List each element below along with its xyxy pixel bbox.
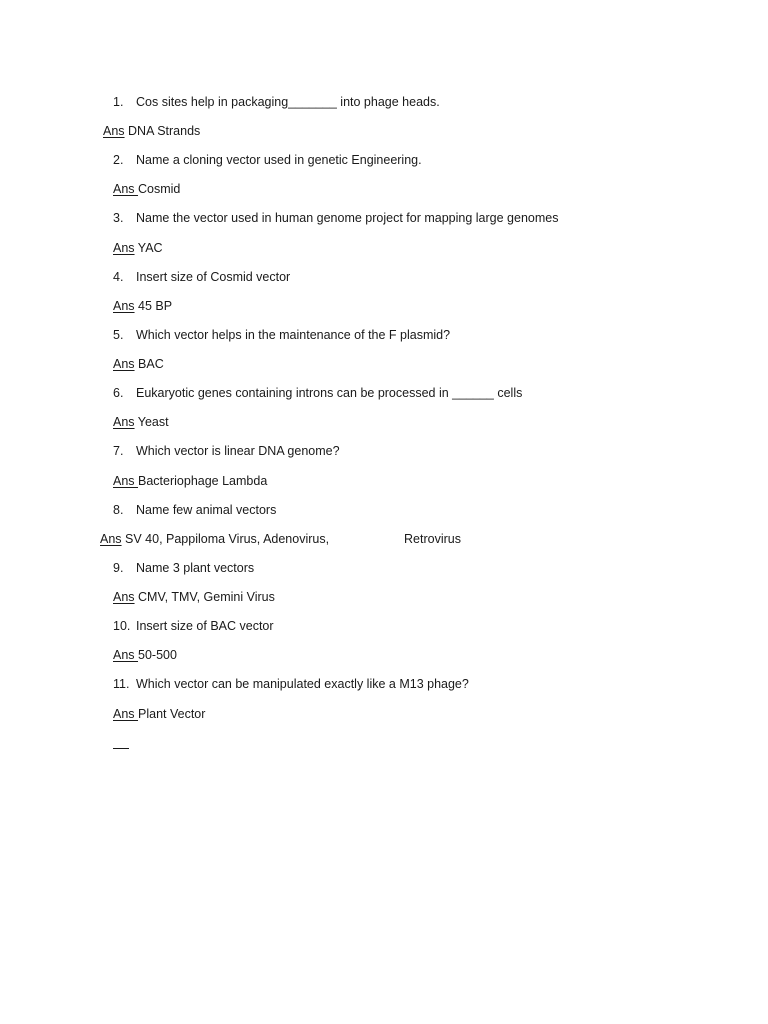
answer-8-extra	[404, 531, 461, 547]
question-number: 6.	[113, 386, 124, 400]
question-text: Cos sites help in packaging_______ into phage heads.	[136, 95, 440, 109]
answer-text: Plant Vector	[138, 707, 206, 721]
answer-text-extra: Retrovirus	[404, 532, 461, 546]
question-number: 9.	[113, 561, 124, 575]
answer-label: Ans	[100, 532, 122, 546]
question-text: Name few animal vectors	[136, 503, 277, 517]
question-text: Insert size of BAC vector	[136, 619, 274, 633]
answer-label: Ans	[113, 182, 139, 196]
answer-1	[103, 123, 200, 139]
answer-text: Bacteriophage Lambda	[138, 474, 268, 488]
answer-6	[113, 414, 169, 430]
question-number: 4.	[113, 270, 124, 284]
answer-text: 50-500	[138, 648, 177, 662]
answer-text: YAC	[134, 241, 163, 255]
answer-text: DNA Strands	[124, 124, 201, 138]
answer-text: BAC	[134, 357, 164, 371]
answer-4	[113, 298, 172, 314]
answer-label: Ans	[103, 124, 125, 138]
answer-2	[113, 181, 180, 197]
answer-label: Ans	[113, 590, 135, 604]
answer-label: Ans	[113, 241, 135, 255]
question-text: Which vector is linear DNA genome?	[136, 444, 340, 458]
question-text: Name 3 plant vectors	[136, 561, 255, 575]
answer-label: Ans	[113, 299, 135, 313]
answer-3	[113, 240, 163, 256]
question-text: Which vector can be manipulated exactly like a M13 phage?	[136, 677, 469, 691]
answer-label: Ans	[113, 707, 139, 721]
question-number: 8.	[113, 503, 124, 517]
answer-9	[113, 589, 275, 605]
answer-label: Ans	[113, 648, 139, 662]
question-number: 7.	[113, 444, 124, 458]
answer-11	[113, 706, 205, 722]
question-number: 10.	[113, 619, 131, 633]
question-text: Eukaryotic genes containing introns can be processed in ______ cells	[136, 386, 523, 400]
answer-10	[113, 647, 177, 663]
question-number: 3.	[113, 211, 124, 225]
question-text: Insert size of Cosmid vector	[136, 270, 291, 284]
answer-label: Ans	[113, 357, 135, 371]
answer-label: Ans	[113, 415, 135, 429]
answer-7	[113, 473, 267, 489]
answer-text: Cosmid	[138, 182, 181, 196]
question-number: 1.	[113, 95, 124, 109]
answer-5	[113, 356, 164, 372]
answer-text: CMV, TMV, Gemini Virus	[134, 590, 275, 604]
question-number: 5.	[113, 328, 124, 342]
trailing-underline-mark	[113, 748, 129, 749]
answer-text: SV 40, Pappiloma Virus, Adenovirus,	[121, 532, 330, 546]
answer-8	[100, 531, 329, 547]
answer-text: 45 BP	[134, 299, 173, 313]
question-text: Name a cloning vector used in genetic Engineering.	[136, 153, 422, 167]
answer-label: Ans	[113, 474, 139, 488]
question-text: Name the vector used in human genome project for mapping large genomes	[136, 211, 559, 225]
question-number: 2.	[113, 153, 124, 167]
question-text: Which vector helps in the maintenance of the F plasmid?	[136, 328, 451, 342]
answer-text: Yeast	[134, 415, 169, 429]
question-number: 11.	[113, 677, 130, 691]
